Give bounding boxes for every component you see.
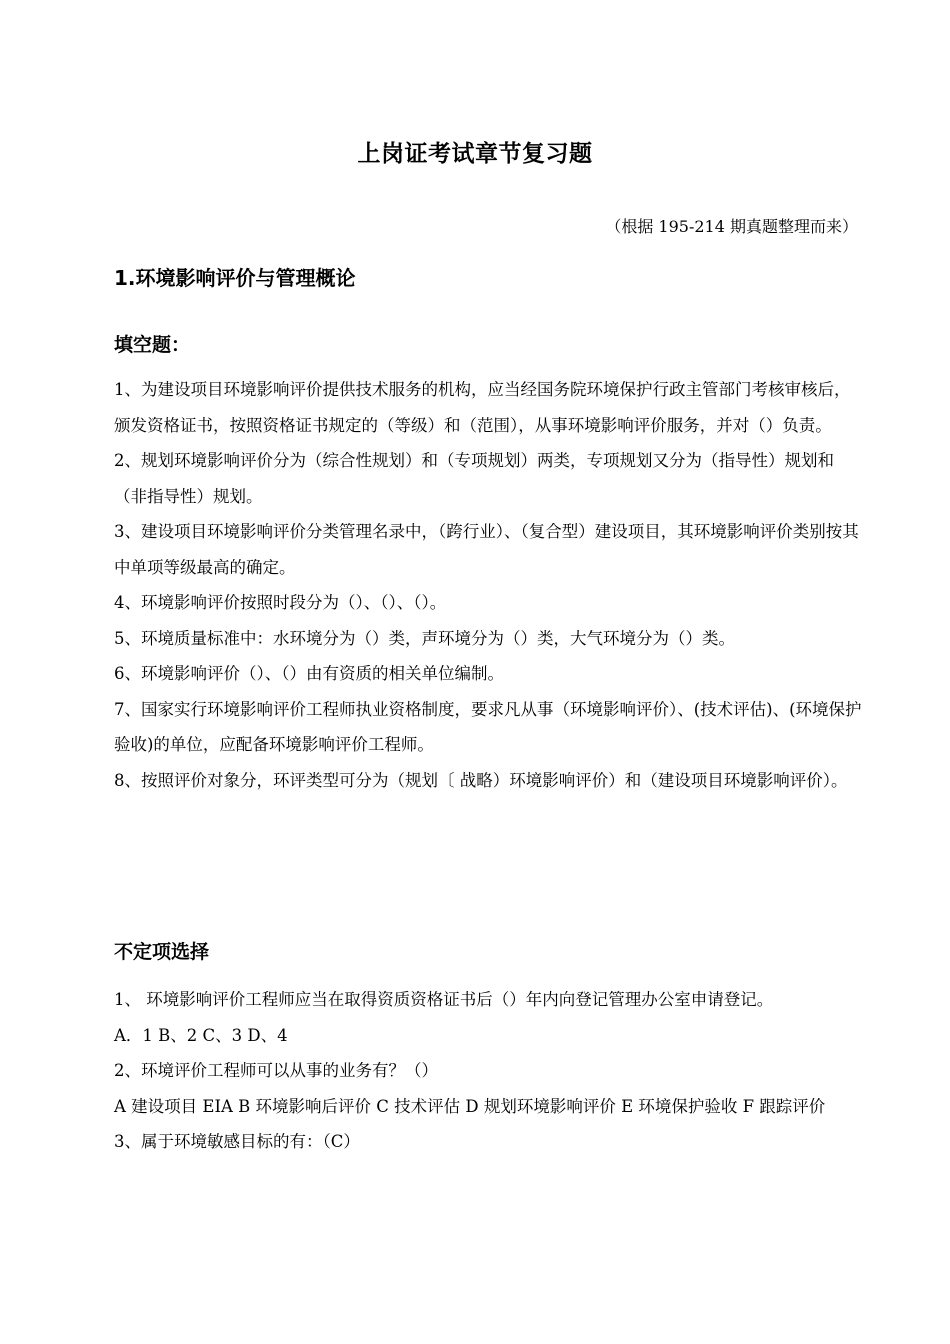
- multi-choice-list: [114, 982, 862, 1160]
- list-item: 8、按照评价对象分，环评类型可分为（规划〔 战略）环境影响评价）和（建设项目环境影响评价）。: [114, 770, 848, 790]
- list-item: 3、属于环境敏感目标的有：（C）: [114, 1132, 360, 1151]
- list-item: 3、建设项目环境影响评价分类管理名录中，（跨行业）、（复合型）建设项目，其环境影响评价类别按其中单项等级最高的确定。: [114, 522, 859, 577]
- list-item: 2、环境评价工程师可以从事的业务有？（）: [114, 1061, 438, 1080]
- section-heading: 1.环境影响评价与管理概论: [114, 266, 356, 290]
- multi-choice-heading: 不定项选择: [114, 941, 210, 963]
- list-item: A 建设项目 EIA B 环境影响后评价 C 技术评估 D 规划环境影响评价 E 环境保护验收 F 跟踪评价: [114, 1096, 826, 1116]
- list-item: A．1 B、2 C、3 D、4: [114, 1025, 288, 1045]
- page-title: 上岗证考试章节复习题: [357, 141, 593, 167]
- fill-blank-list: [114, 372, 862, 798]
- list-item: 6、环境影响评价（）、（）由有资质的相关单位编制。: [114, 664, 504, 683]
- list-item: 4、环境影响评价按照时段分为（）、（）、（）。: [114, 593, 447, 612]
- list-item: 1、 环境影响评价工程师应当在取得资质资格证书后（）年内向登记管理办公室申请登记。: [114, 990, 774, 1009]
- list-item: 5、环境质量标准中：水环境分为（）类，声环境分为（）类，大气环境分为（）类。: [114, 628, 735, 648]
- page-subtitle: （根据 195-214 期真题整理而来）: [605, 217, 858, 236]
- list-item: 7、国家实行环境影响评价工程师执业资格制度，要求凡从事（环境影响评价）、(技术评估)、(环境保护验收)的单位，应配备环境影响评价工程师。: [114, 699, 862, 754]
- list-item: 2、规划环境影响评价分为（综合性规划）和（专项规划）两类，专项规划又分为（指导性）规划和（非指导性）规划。: [114, 451, 834, 506]
- fill-blank-heading: 填空题：: [114, 334, 191, 356]
- list-item: 1、为建设项目环境影响评价提供技术服务的机构，应当经国务院环境保护行政主管部门考核审核后，颁发资格证书，按照资格证书规定的（等级）和（范围），从事环境影响评价服务，并对（）负责。: [114, 380, 851, 435]
